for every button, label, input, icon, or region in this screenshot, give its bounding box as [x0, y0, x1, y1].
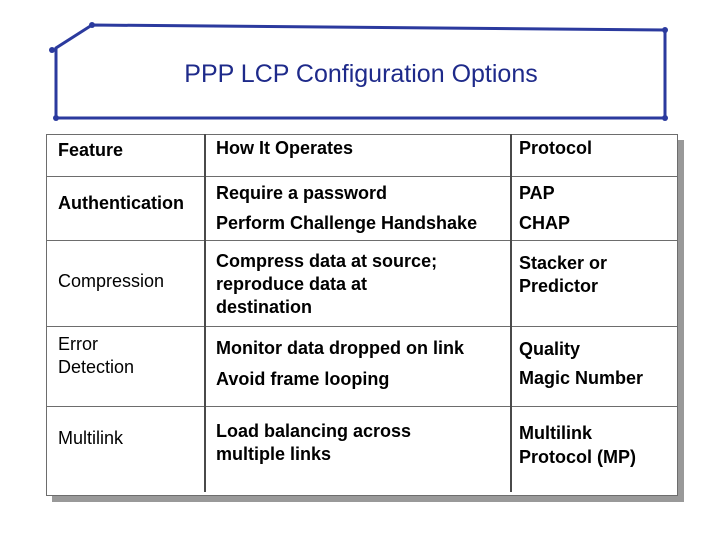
protocol-multilink-line-2: Protocol (MP) — [519, 447, 636, 467]
header-protocol: Protocol — [519, 138, 593, 158]
row-divider — [46, 406, 678, 407]
row-divider — [46, 240, 678, 241]
header-feature: Feature — [58, 140, 124, 160]
protocol-stacker-line-1: Stacker or — [519, 253, 608, 273]
how-compress-line-3: destination — [216, 297, 313, 317]
protocol-chap: CHAP — [519, 213, 571, 233]
column-divider — [204, 134, 206, 492]
row-divider — [46, 176, 678, 177]
how-load-balancing-line-2: multiple links — [216, 444, 332, 464]
frame-corner-dot — [662, 27, 668, 33]
how-challenge-handshake: Perform Challenge Handshake — [216, 213, 478, 233]
how-avoid-looping: Avoid frame looping — [216, 369, 390, 389]
how-compress-line-2: reproduce data at — [216, 274, 368, 294]
frame-corner-dot — [49, 47, 55, 53]
feature-compression: Compression — [58, 271, 165, 291]
slide-title: PPP LCP Configuration Options — [184, 60, 538, 88]
row-divider — [46, 326, 678, 327]
feature-error-line-1: Error — [58, 334, 98, 354]
how-monitor-data: Monitor data dropped on link — [216, 338, 464, 358]
frame-corner-dot — [662, 115, 668, 121]
protocol-multilink-line-1: Multilink — [519, 423, 592, 443]
feature-authentication: Authentication — [58, 193, 184, 213]
protocol-quality: Quality — [519, 339, 581, 359]
column-divider — [510, 134, 512, 492]
frame-corner-dot — [89, 22, 95, 28]
how-load-balancing-line-1: Load balancing across — [216, 421, 412, 441]
frame-corner-dot — [53, 115, 59, 121]
title-frame — [0, 0, 720, 130]
header-how-it-operates: How It Operates — [216, 138, 354, 158]
feature-error-line-2: Detection — [58, 357, 135, 377]
how-require-password: Require a password — [216, 183, 388, 203]
feature-multilink: Multilink — [58, 428, 124, 448]
how-compress-line-1: Compress data at source; — [216, 251, 438, 271]
protocol-magic-number: Magic Number — [519, 368, 644, 388]
protocol-stacker-line-2: Predictor — [519, 276, 599, 296]
protocol-pap: PAP — [519, 183, 555, 203]
